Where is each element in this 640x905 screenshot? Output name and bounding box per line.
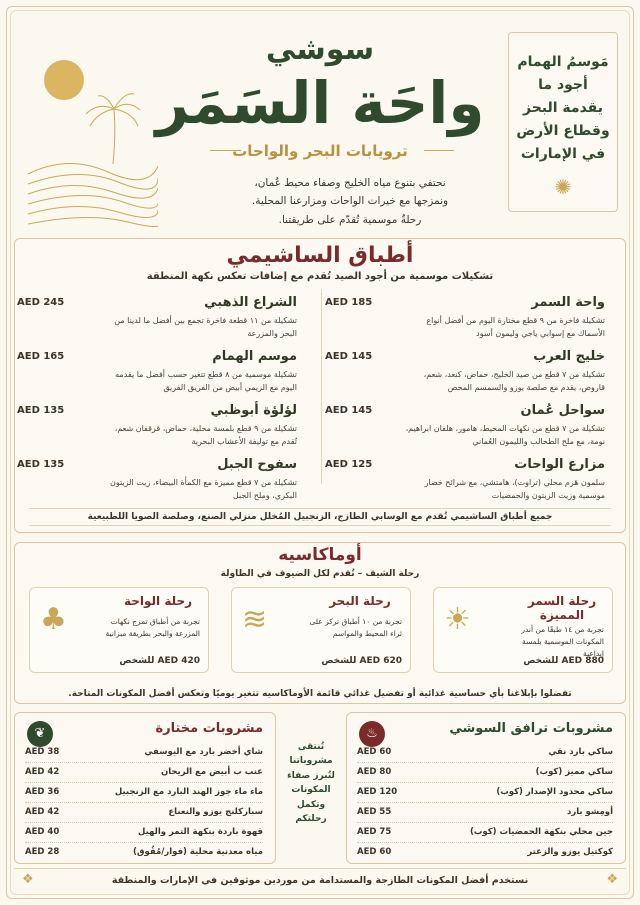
brand-title: واحَة السَمَر — [155, 69, 485, 137]
dish-price: AED 145 — [325, 405, 373, 416]
drink-name: ساكي محدود الإصدار (كوب) — [496, 787, 613, 797]
intro-line: نحتفي بتنوع مياه الخليج وصفاء محيط عُمان، — [254, 177, 446, 189]
dish-price: AED 135 — [17, 459, 65, 470]
dish-description: تشكيلة فاخرة من ٩ قطع مختارة اليوم من أفضل أنواع الأسماك مع إسوابي ياجي وليمون أسود — [426, 316, 605, 338]
sunset-icon: ☀ — [444, 602, 471, 637]
dish-price: AED 135 — [17, 405, 65, 416]
drink-name: ماء ماء جوز الهند البارد مع الزنجبيل — [114, 787, 263, 797]
selected-drinks-section — [14, 712, 276, 864]
omakase-subtitle: رحلة الشيف – تُقدم لكل الضيوف في الطاولة — [220, 569, 420, 579]
drink-price: AED 40 — [25, 827, 60, 837]
corner-ornament-icon: ❖ — [606, 872, 618, 887]
dish-item — [17, 457, 297, 507]
drink-name: جين محلي بنكهة الحمضيات (كوب) — [469, 827, 613, 837]
drink-name: مياه معدنية محلية (فوار/مُقُوق) — [133, 847, 263, 857]
dish-name: لؤلؤة أبوظبي — [210, 403, 297, 418]
side-line: يقدمة البحز — [522, 100, 604, 117]
card-name: رحلة البحر — [329, 594, 391, 608]
sushi-drinks-section — [346, 712, 626, 864]
omakase-card[interactable] — [231, 587, 411, 673]
drink-row — [25, 803, 263, 823]
drink-row — [357, 843, 613, 863]
drink-price: AED 60 — [357, 847, 392, 857]
dish-name: واحة السمر — [531, 295, 605, 310]
drink-name: كوكتيل يوزو والزعتر — [527, 847, 613, 857]
note-line: مشروباتنا — [289, 756, 333, 767]
dish-name: الشراع الذهبي — [204, 295, 297, 310]
sashimi-note: جميع أطباق الساشيمي تُقدم مع الوسابي الطازج، الزنجبيل المُخلل منزلي الصنع، وصلصة الصويا اللطبيعية — [29, 508, 611, 526]
card-price: AED 420 للشخص — [119, 656, 200, 666]
dish-item — [17, 295, 297, 345]
dish-description: تشكيلة موسمية من ٨ قطع تتغير حسب أفضل ما يقدمه اليوم مع الريمي أبيض من الفريق الفريق — [115, 370, 297, 392]
intro-line: ونمزجها مع خيرات الواحات ومزارعنا المحلية. — [251, 195, 449, 208]
card-description: تجربة من ١٤ طبقًا من أندر المكونات الموسمية بلمسة إبداعية — [521, 625, 604, 658]
drink-price: AED 28 — [25, 847, 60, 857]
wave-icon: ≋ — [242, 602, 268, 637]
side-quote-box — [508, 32, 618, 212]
page-footer: نستخدم أفضل المكونات الطازجة والمستدامة من موردين موثوقين في الإمارات والمنطقة — [14, 868, 626, 892]
drink-row — [357, 803, 613, 823]
corner-ornament-icon: ❖ — [22, 872, 34, 887]
side-line: مَوسمُ الهمام — [517, 54, 609, 70]
intro-text — [194, 174, 506, 229]
card-description: تجربة من أطباق تمزج نكهات المزرعة والبحر بطريقة مبزانية — [105, 617, 200, 638]
dish-description: تشكيلة من ١١ قطعة فاخرة تجمع بين أفضل ما لدينا من البحر والمزرعة — [114, 316, 297, 338]
drink-row — [25, 763, 263, 783]
dish-item — [325, 349, 605, 399]
intro-line: رحلةٌ موسمية تُقدّم على طريقتنا. — [278, 213, 422, 226]
dish-name: خليج العرب — [533, 349, 605, 364]
drink-price: AED 60 — [357, 747, 392, 757]
dish-name: موسم الهمام — [212, 349, 297, 364]
card-name: رحلة السمر المميزة — [527, 594, 597, 622]
drinks-middle-note — [282, 740, 340, 826]
sushi-drinks-title: مشروبات ترافق السوشي — [449, 721, 613, 736]
column-divider — [321, 289, 322, 484]
leaf-icon: ❦ — [27, 721, 53, 747]
dish-description: تشكيلة من ٧ قطع مميزة مع الكمأة البيضاء، زيت الزيتون البكري، وملح الجبل — [109, 478, 297, 500]
card-price: AED 620 للشخص — [321, 656, 402, 666]
menu-header — [14, 14, 626, 224]
dish-description: سلمون هَزم محلي (تراوت)، هامتشي، مع شرائح خضار موسمية وزيت الزيتون والحمضيات — [424, 478, 605, 500]
drink-row — [25, 783, 263, 803]
dish-description: تشكيلة من ٧ قطع من نكهات المحيط، هامور، هلفان ابراهيم، نومة، مع ملح الطحالب والليمون العُماني — [405, 424, 605, 446]
dish-price: AED 165 — [17, 351, 65, 362]
drink-name: قهوة باردة بنكهة التمر والهيل — [137, 827, 263, 837]
dish-name: مزارع الواحات — [514, 457, 605, 472]
drink-row — [25, 843, 263, 863]
omakase-card[interactable] — [433, 587, 613, 673]
drink-price: AED 42 — [25, 767, 60, 777]
drink-price: AED 80 — [357, 767, 392, 777]
note-line: لتُبرز صفاء — [287, 770, 335, 781]
omakase-title: أوماكاسيه — [278, 545, 362, 565]
drink-row — [25, 743, 263, 763]
dish-price: AED 245 — [17, 297, 65, 308]
side-line: أجود ما — [538, 77, 588, 94]
drink-name: شاي أخضر بارد مع اليوسفي — [144, 747, 263, 757]
dish-item — [325, 457, 605, 507]
sashimi-subtitle: تشكيلات موسمية من أجود الصيد تُقدم مع إضافات تعكس نكهة المنطقة — [146, 271, 494, 282]
card-price: AED 880 للشخص — [523, 656, 604, 666]
drink-row — [25, 823, 263, 843]
card-description: تجربة من ١٠ أطباق تركز على ثراء المحيط والمواسم — [309, 617, 402, 638]
drink-name: ساكي مميز (كوب) — [535, 767, 613, 777]
omakase-section — [14, 542, 626, 704]
sashimi-title: أطباق الساشيمي — [226, 243, 414, 268]
drink-price: AED 42 — [25, 807, 60, 817]
tagline: ترويابات البحر والواحات — [232, 142, 408, 160]
drink-price: AED 75 — [357, 827, 392, 837]
drink-name: أومِشو بارد — [566, 807, 613, 817]
dish-name: سفوح الجبل — [217, 457, 297, 472]
dish-price: AED 145 — [325, 351, 373, 362]
drink-price: AED 55 — [357, 807, 392, 817]
dish-price: AED 185 — [325, 297, 373, 308]
drink-row — [357, 743, 613, 763]
drink-row — [357, 763, 613, 783]
dish-item — [17, 403, 297, 453]
drink-name: ساكي بارد نقي — [548, 747, 613, 757]
note-line: رحلتكم — [295, 813, 327, 824]
selected-drinks-title: مشروبات مختارة — [155, 721, 263, 736]
drink-name: سباركلنج يوزو والنعناع — [168, 807, 263, 817]
dish-name: سواحل عُمان — [520, 403, 605, 418]
dish-description: تشكيلة من ٧ قطع من صيد الخليج، حماض، كنعد، شعم، قاروص، يقدم مع صلصة يوزو والسمسم المحص — [423, 370, 605, 392]
dish-item — [325, 403, 605, 453]
sashimi-section — [14, 238, 626, 533]
drink-price: AED 36 — [25, 787, 60, 797]
drink-row — [357, 783, 613, 803]
dish-price: AED 125 — [325, 459, 373, 470]
dish-description: تشكيلة من ٩ قطع بلمسة محلية، حماض، قرقفان شعم، تُقدم مع توليفة الأعشاب البحرية — [114, 424, 297, 446]
card-name: رحلة الواحة — [123, 594, 193, 608]
drink-price: AED 120 — [357, 787, 398, 797]
shell-icon: ✺ — [554, 175, 572, 199]
brand-subtitle: سوشي — [265, 32, 375, 67]
note-line: وتكمل — [296, 799, 326, 810]
drink-name: عنب ب أبيض مع الريحان — [160, 767, 263, 777]
sake-bottle-icon: ♨ — [359, 721, 385, 747]
dish-item — [17, 349, 297, 399]
dish-item — [325, 295, 605, 345]
side-line: في الإمارات — [520, 146, 606, 163]
side-line: وقطاع الأرض — [516, 123, 610, 140]
omakase-note: تفضلوا بإبلاغنا بأي حساسية غذائية أو تفضيل غذائي قائمة الأوماكاسيه تتغير يوميًا وتعكس أفضل المكونات المتاحة. — [68, 689, 572, 699]
note-line: المكونات — [291, 785, 331, 796]
omakase-card[interactable] — [29, 587, 209, 673]
drink-price: AED 38 — [25, 747, 60, 757]
note-line: تُنتقى — [297, 742, 325, 752]
drink-row — [357, 823, 613, 843]
palm-icon: ♣ — [40, 602, 67, 637]
